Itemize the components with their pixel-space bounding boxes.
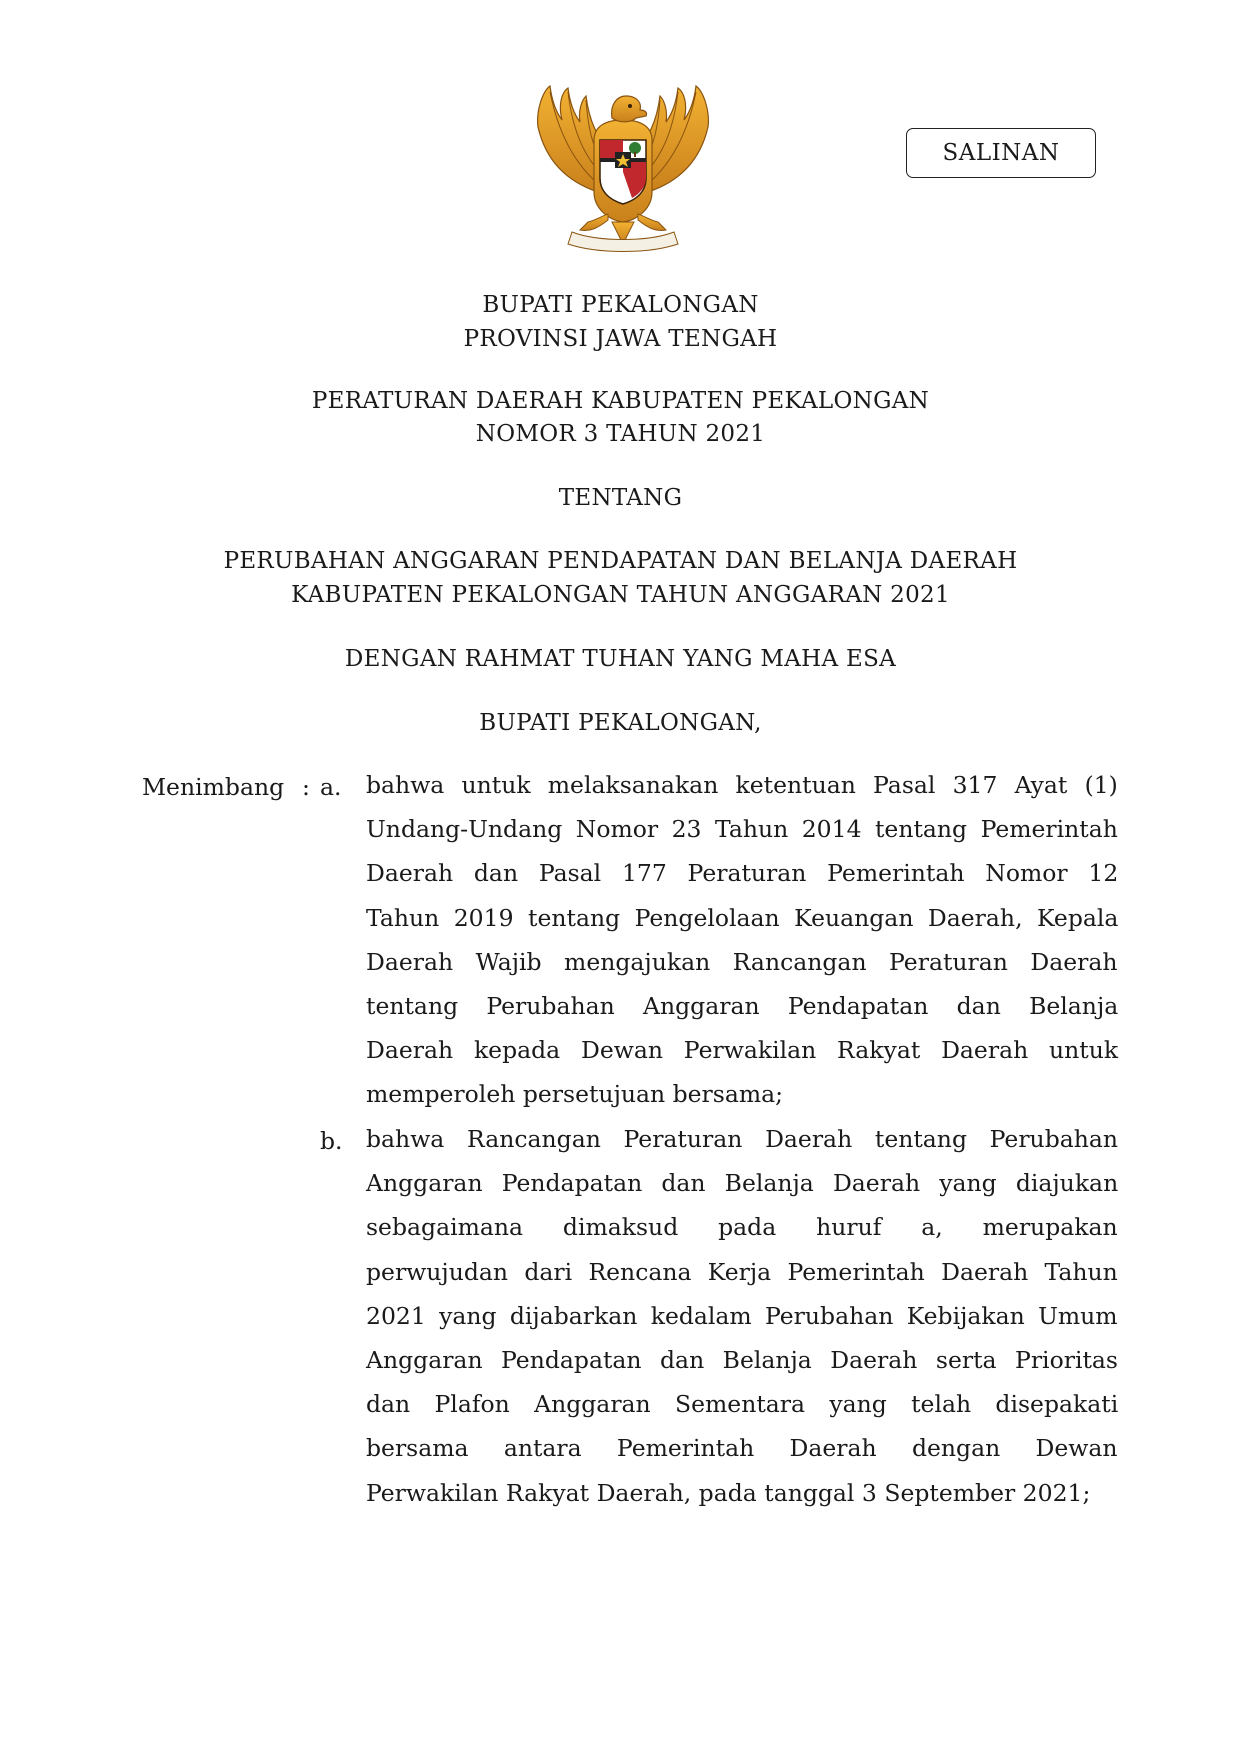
about-heading: TENTANG <box>558 485 683 511</box>
paragraph-line: Perwakilan Rakyat Daerah, pada tanggal 3 September 2021; <box>366 1478 1091 1507</box>
paragraph-line: bersama antara Pemerintah Daerah dengan Dewan <box>366 1434 1118 1463</box>
paragraph-line: perwujudan dari Rencana Kerja Pemerintah Daerah Tahun <box>366 1257 1118 1286</box>
regent-title: BUPATI PEKALONGAN <box>482 292 759 318</box>
subject-line-2: KABUPATEN PEKALONGAN TAHUN ANGGARAN 2021 <box>291 582 950 608</box>
paragraph-line: Daerah Wajib mengajukan Rancangan Peraturan Daerah <box>366 947 1118 976</box>
paragraph-line: Daerah dan Pasal 177 Peraturan Pemerintah Nomor 12 <box>366 859 1119 888</box>
paragraph-line: tentang Perubahan Anggaran Pendapatan dan Belanja <box>366 991 1119 1020</box>
paragraph-line: Anggaran Pendapatan dan Belanja Daerah yang diajukan <box>366 1169 1119 1198</box>
paragraph-line: Undang-Undang Nomor 23 Tahun 2014 tentang Pemerintah <box>366 815 1118 844</box>
paragraph-line: Daerah kepada Dewan Perwakilan Rakyat Daerah untuk <box>366 1036 1119 1065</box>
considering-item-b <box>366 1117 1118 1515</box>
salinan-label: SALINAN <box>942 140 1060 166</box>
considering-separator: : <box>302 773 310 801</box>
paragraph-line: dan Plafon Anggaran Sementara yang telah disepakati <box>366 1390 1119 1419</box>
regulation-number: NOMOR 3 TAHUN 2021 <box>475 421 766 447</box>
subject-line-1: PERUBAHAN ANGGARAN PENDAPATAN DAN BELANJA DAERAH <box>223 548 1018 574</box>
salinan-stamp <box>906 128 1096 178</box>
paragraph-line: Tahun 2019 tentang Pengelolaan Keuangan Daerah, Kepala <box>366 903 1119 932</box>
grace-statement: DENGAN RAHMAT TUHAN YANG MAHA ESA <box>344 646 897 672</box>
authority-statement: BUPATI PEKALONGAN, <box>479 710 762 736</box>
item-b-marker: b. <box>320 1127 343 1155</box>
considering-label: Menimbang <box>142 773 285 801</box>
considering-item-a <box>366 763 1118 1117</box>
regulation-title: PERATURAN DAERAH KABUPATEN PEKALONGAN <box>311 388 930 414</box>
paragraph-line: 2021 yang dijabarkan kedalam Perubahan Kebijakan Umum <box>366 1301 1118 1330</box>
paragraph-line: bahwa Rancangan Peraturan Daerah tentang Perubahan <box>366 1125 1119 1153</box>
paragraph-line: Anggaran Pendapatan dan Belanja Daerah serta Prioritas <box>366 1345 1118 1374</box>
paragraph-line: bahwa untuk melaksanakan ketentuan Pasal 317 Ayat (1) <box>366 771 1118 799</box>
item-a-marker: a. <box>320 773 342 801</box>
province-title: PROVINSI JAWA TENGAH <box>463 326 778 352</box>
paragraph-line: memperoleh persetujuan bersama; <box>366 1080 784 1109</box>
paragraph-line: sebagaimana dimaksud pada huruf a, merupakan <box>366 1213 1118 1242</box>
garuda-emblem-icon <box>528 82 718 260</box>
